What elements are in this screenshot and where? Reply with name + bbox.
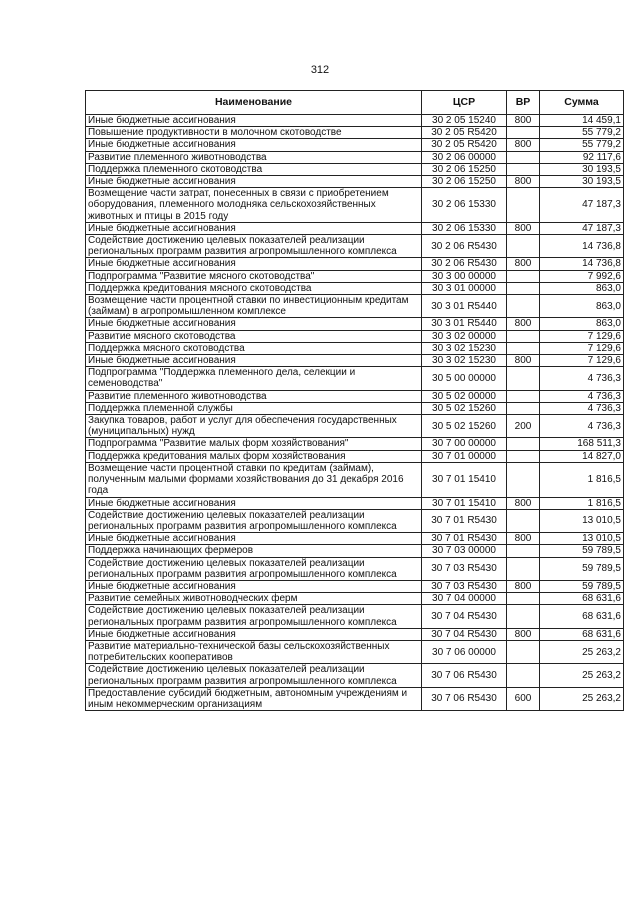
- cell-sum: 59 789,5: [540, 545, 624, 557]
- cell-vr: 800: [507, 533, 540, 545]
- cell-sum: 68 631,6: [540, 628, 624, 640]
- table-row: [86, 497, 624, 509]
- cell-name: Возмещение части процентной ставки по инвестиционным кредитам (займам) в агропромышленном комплексе: [86, 295, 422, 318]
- cell-name: Содействие достижению целевых показателей реализации региональных программ развития агропромышленного комплекса: [86, 664, 422, 687]
- cell-name: Иные бюджетные ассигнования: [86, 139, 422, 151]
- cell-csr: 30 2 06 15250: [422, 176, 507, 188]
- cell-csr: 30 7 01 R5430: [422, 533, 507, 545]
- cell-csr: 30 2 06 15330: [422, 188, 507, 223]
- cell-csr: 30 2 06 15250: [422, 163, 507, 175]
- cell-sum: 863,0: [540, 318, 624, 330]
- cell-csr: 30 7 03 R5430: [422, 557, 507, 580]
- cell-vr: 600: [507, 687, 540, 710]
- cell-sum: 55 779,2: [540, 139, 624, 151]
- cell-vr: 800: [507, 115, 540, 127]
- cell-csr: 30 2 06 15330: [422, 222, 507, 234]
- cell-csr: 30 7 01 00000: [422, 450, 507, 462]
- cell-name: Подпрограмма "Развитие малых форм хозяйствования": [86, 438, 422, 450]
- cell-vr: [507, 509, 540, 532]
- cell-sum: 1 816,5: [540, 462, 624, 497]
- cell-name: Иные бюджетные ассигнования: [86, 497, 422, 509]
- cell-sum: 47 187,3: [540, 222, 624, 234]
- table-row: [86, 640, 624, 663]
- cell-name: Иные бюджетные ассигнования: [86, 318, 422, 330]
- cell-sum: 14 736,8: [540, 235, 624, 258]
- cell-name: Поддержка племенной службы: [86, 402, 422, 414]
- cell-name: Иные бюджетные ассигнования: [86, 222, 422, 234]
- cell-vr: [507, 605, 540, 628]
- cell-name: Развитие племенного животноводства: [86, 151, 422, 163]
- table-row: [86, 176, 624, 188]
- cell-sum: 68 631,6: [540, 605, 624, 628]
- cell-name: Поддержка мясного скотоводства: [86, 342, 422, 354]
- cell-sum: 25 263,2: [540, 640, 624, 663]
- cell-name: Содействие достижению целевых показателей реализации региональных программ развития агропромышленного комплекса: [86, 235, 422, 258]
- table-row: [86, 330, 624, 342]
- page-number: 312: [310, 64, 330, 76]
- cell-vr: 800: [507, 258, 540, 270]
- cell-vr: 800: [507, 318, 540, 330]
- cell-name: Развитие мясного скотоводства: [86, 330, 422, 342]
- table-row: [86, 402, 624, 414]
- cell-name: Содействие достижению целевых показателей реализации региональных программ развития агропромышленного комплекса: [86, 509, 422, 532]
- cell-vr: [507, 235, 540, 258]
- table-row: [86, 450, 624, 462]
- table-row: [86, 580, 624, 592]
- cell-sum: 59 789,5: [540, 557, 624, 580]
- cell-vr: [507, 163, 540, 175]
- cell-csr: 30 3 02 15230: [422, 342, 507, 354]
- cell-name: Поддержка племенного скотоводства: [86, 163, 422, 175]
- cell-name: Иные бюджетные ассигнования: [86, 628, 422, 640]
- table-row: [86, 151, 624, 163]
- cell-name: Иные бюджетные ассигнования: [86, 115, 422, 127]
- header-sum: Сумма: [540, 91, 624, 115]
- header-name: Наименование: [86, 91, 422, 115]
- cell-name: Иные бюджетные ассигнования: [86, 355, 422, 367]
- table-row: [86, 115, 624, 127]
- cell-csr: 30 5 00 00000: [422, 367, 507, 390]
- cell-name: Возмещение части процентной ставки по кредитам (займам), полученным малыми формами хозяйствования до 31 декабря 2016 года: [86, 462, 422, 497]
- cell-csr: 30 7 03 R5430: [422, 580, 507, 592]
- cell-vr: [507, 330, 540, 342]
- cell-csr: 30 2 05 R5420: [422, 139, 507, 151]
- cell-sum: 168 511,3: [540, 438, 624, 450]
- table-row: [86, 545, 624, 557]
- cell-csr: 30 3 01 R5440: [422, 295, 507, 318]
- cell-vr: 800: [507, 176, 540, 188]
- cell-sum: 92 117,6: [540, 151, 624, 163]
- cell-sum: 13 010,5: [540, 533, 624, 545]
- cell-csr: 30 7 01 15410: [422, 497, 507, 509]
- cell-vr: 800: [507, 497, 540, 509]
- cell-csr: 30 5 02 15260: [422, 415, 507, 438]
- cell-name: Развитие семейных животноводческих ферм: [86, 593, 422, 605]
- cell-name: Подпрограмма "Поддержка племенного дела, селекции и семеноводства": [86, 367, 422, 390]
- table-row: [86, 163, 624, 175]
- cell-sum: 14 459,1: [540, 115, 624, 127]
- cell-sum: 59 789,5: [540, 580, 624, 592]
- cell-csr: 30 7 04 R5430: [422, 628, 507, 640]
- table-row: [86, 188, 624, 223]
- cell-vr: [507, 402, 540, 414]
- cell-name: Подпрограмма "Развитие мясного скотоводства": [86, 270, 422, 282]
- table-row: [86, 355, 624, 367]
- table-row: [86, 687, 624, 710]
- cell-vr: 800: [507, 222, 540, 234]
- cell-csr: 30 3 01 00000: [422, 282, 507, 294]
- cell-name: Поддержка кредитования малых форм хозяйствования: [86, 450, 422, 462]
- table-row: [86, 415, 624, 438]
- cell-vr: [507, 438, 540, 450]
- table-row: [86, 557, 624, 580]
- cell-sum: 25 263,2: [540, 664, 624, 687]
- table-row: [86, 295, 624, 318]
- cell-name: Поддержка кредитования мясного скотоводства: [86, 282, 422, 294]
- cell-name: Поддержка начинающих фермеров: [86, 545, 422, 557]
- table-row: [86, 533, 624, 545]
- cell-csr: 30 7 04 R5430: [422, 605, 507, 628]
- cell-csr: 30 7 06 00000: [422, 640, 507, 663]
- cell-vr: 800: [507, 139, 540, 151]
- cell-vr: [507, 640, 540, 663]
- header-vr: ВР: [507, 91, 540, 115]
- table-row: [86, 367, 624, 390]
- cell-csr: 30 3 02 15230: [422, 355, 507, 367]
- table-row: [86, 390, 624, 402]
- table-row: [86, 509, 624, 532]
- cell-sum: 7 992,6: [540, 270, 624, 282]
- table-row: [86, 222, 624, 234]
- cell-sum: 25 263,2: [540, 687, 624, 710]
- cell-csr: 30 3 01 R5440: [422, 318, 507, 330]
- cell-sum: 4 736,3: [540, 402, 624, 414]
- cell-vr: [507, 390, 540, 402]
- cell-csr: 30 2 06 R5430: [422, 235, 507, 258]
- cell-sum: 14 736,8: [540, 258, 624, 270]
- cell-sum: 47 187,3: [540, 188, 624, 223]
- cell-name: Развитие материально-технической базы сельскохозяйственных потребительских кооперативов: [86, 640, 422, 663]
- cell-vr: [507, 282, 540, 294]
- table-row: [86, 139, 624, 151]
- cell-csr: 30 3 02 00000: [422, 330, 507, 342]
- table-row: [86, 593, 624, 605]
- cell-name: Предоставление субсидий бюджетным, автономным учреждениям и иным некоммерческим организациям: [86, 687, 422, 710]
- cell-name: Развитие племенного животноводства: [86, 390, 422, 402]
- table-row: [86, 605, 624, 628]
- table-row: [86, 342, 624, 354]
- budget-table: [85, 90, 624, 711]
- cell-name: Иные бюджетные ассигнования: [86, 176, 422, 188]
- cell-csr: 30 5 02 15260: [422, 402, 507, 414]
- cell-vr: [507, 151, 540, 163]
- cell-csr: 30 7 04 00000: [422, 593, 507, 605]
- cell-csr: 30 2 05 R5420: [422, 127, 507, 139]
- cell-csr: 30 7 03 00000: [422, 545, 507, 557]
- cell-name: Возмещение части затрат, понесенных в связи с приобретением оборудования, племенного молодняка сельскохозяйственных животных и птицы в 2015 году: [86, 188, 422, 223]
- cell-vr: [507, 270, 540, 282]
- cell-vr: [507, 188, 540, 223]
- table-row: [86, 258, 624, 270]
- cell-sum: 7 129,6: [540, 355, 624, 367]
- cell-sum: 68 631,6: [540, 593, 624, 605]
- table-row: [86, 438, 624, 450]
- cell-name: Содействие достижению целевых показателей реализации региональных программ развития агропромышленного комплекса: [86, 557, 422, 580]
- table-row: [86, 628, 624, 640]
- table-header-row: [86, 91, 624, 115]
- table-row: [86, 664, 624, 687]
- table-row: [86, 235, 624, 258]
- table-row: [86, 318, 624, 330]
- cell-sum: 55 779,2: [540, 127, 624, 139]
- cell-vr: [507, 545, 540, 557]
- table-row: [86, 462, 624, 497]
- cell-vr: [507, 450, 540, 462]
- cell-vr: 800: [507, 628, 540, 640]
- table-row: [86, 270, 624, 282]
- cell-name: Содействие достижению целевых показателей реализации региональных программ развития агропромышленного комплекса: [86, 605, 422, 628]
- cell-vr: [507, 664, 540, 687]
- cell-csr: 30 3 00 00000: [422, 270, 507, 282]
- cell-sum: 13 010,5: [540, 509, 624, 532]
- cell-vr: 800: [507, 355, 540, 367]
- cell-sum: 4 736,3: [540, 415, 624, 438]
- cell-vr: [507, 127, 540, 139]
- table-row: [86, 127, 624, 139]
- cell-sum: 1 816,5: [540, 497, 624, 509]
- table-row: [86, 282, 624, 294]
- cell-vr: [507, 557, 540, 580]
- cell-csr: 30 7 06 R5430: [422, 664, 507, 687]
- cell-name: Закупка товаров, работ и услуг для обеспечения государственных (муниципальных) нужд: [86, 415, 422, 438]
- cell-sum: 30 193,5: [540, 163, 624, 175]
- cell-sum: 863,0: [540, 282, 624, 294]
- cell-csr: 30 7 01 R5430: [422, 509, 507, 532]
- cell-vr: [507, 462, 540, 497]
- cell-name: Иные бюджетные ассигнования: [86, 580, 422, 592]
- cell-vr: 200: [507, 415, 540, 438]
- cell-csr: 30 7 06 R5430: [422, 687, 507, 710]
- cell-sum: 4 736,3: [540, 367, 624, 390]
- cell-csr: 30 2 05 15240: [422, 115, 507, 127]
- cell-sum: 7 129,6: [540, 342, 624, 354]
- cell-csr: 30 2 06 00000: [422, 151, 507, 163]
- header-csr: ЦСР: [422, 91, 507, 115]
- cell-vr: 800: [507, 580, 540, 592]
- cell-vr: [507, 367, 540, 390]
- cell-sum: 30 193,5: [540, 176, 624, 188]
- cell-sum: 4 736,3: [540, 390, 624, 402]
- cell-vr: [507, 593, 540, 605]
- cell-sum: 7 129,6: [540, 330, 624, 342]
- cell-csr: 30 7 01 15410: [422, 462, 507, 497]
- cell-vr: [507, 342, 540, 354]
- cell-sum: 863,0: [540, 295, 624, 318]
- cell-csr: 30 5 02 00000: [422, 390, 507, 402]
- cell-name: Иные бюджетные ассигнования: [86, 533, 422, 545]
- cell-csr: 30 2 06 R5430: [422, 258, 507, 270]
- cell-vr: [507, 295, 540, 318]
- cell-sum: 14 827,0: [540, 450, 624, 462]
- cell-name: Иные бюджетные ассигнования: [86, 258, 422, 270]
- cell-csr: 30 7 00 00000: [422, 438, 507, 450]
- cell-name: Повышение продуктивности в молочном скотоводстве: [86, 127, 422, 139]
